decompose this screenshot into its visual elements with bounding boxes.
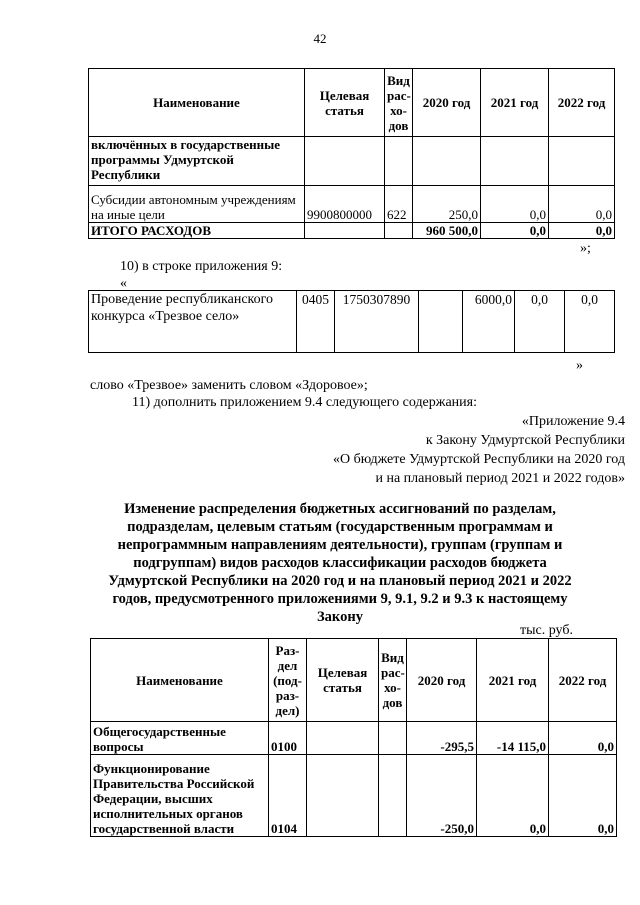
header-2021: 2021 год: [481, 69, 549, 137]
appendix-line: «О бюджете Удмуртской Республики на 2020 год: [332, 452, 625, 467]
row-2021: -14 115,0: [477, 722, 549, 755]
header-2020: 2020 год: [413, 69, 481, 137]
row-article: [307, 755, 379, 837]
row-name: Функционирование Правительства Российской Федерации, высших исполнительных органов государственной власти: [91, 755, 269, 837]
row-section: 0104: [269, 755, 307, 837]
row-2021: 0,0: [481, 186, 549, 223]
total-label: ИТОГО РАСХОДОВ: [89, 223, 305, 239]
title-line: подгруппам) видов расходов классификации расходов бюджета: [133, 555, 547, 571]
row-type: [379, 755, 407, 837]
row-2020: 6000,0: [463, 291, 515, 353]
row-2021: 0,0: [477, 755, 549, 837]
total-2021: 0,0: [481, 223, 549, 239]
header-name: Наименование: [89, 69, 305, 137]
row-2022: 0,0: [549, 722, 617, 755]
page-number: 42: [313, 31, 327, 46]
row-article: [305, 137, 385, 186]
row-name: Проведение республиканского конкурса «Трезвое село»: [89, 291, 297, 353]
row-article: 1750307890: [335, 291, 419, 353]
header-2022: 2022 год: [549, 639, 617, 722]
title-line: Закону: [317, 609, 363, 625]
total-row: [89, 223, 615, 239]
row-2021: 0,0: [515, 291, 565, 353]
row-type: [379, 722, 407, 755]
header-2022: 2022 год: [549, 69, 615, 137]
total-2020: 960 500,0: [413, 223, 481, 239]
header-article: Целевая статья: [307, 639, 379, 722]
header-article: Целевая статья: [305, 69, 385, 137]
header-2021: 2021 год: [477, 639, 549, 722]
row-type: [419, 291, 463, 353]
units-label: тыс. руб.: [520, 623, 573, 638]
budget-allocation-table: [90, 638, 617, 837]
row-2021: [481, 137, 549, 186]
title-line: Изменение распределения бюджетных ассигнований по разделам,: [124, 501, 556, 517]
header-2020: 2020 год: [407, 639, 477, 722]
item-11: 11) дополнить приложением 9.4 следующего содержания:: [132, 395, 477, 410]
table-row: [91, 755, 617, 837]
row-2022: [549, 137, 615, 186]
row-section: 0405: [297, 291, 335, 353]
title-line: Удмуртской Республики на 2020 год и на плановый период 2021 и 2022: [108, 573, 572, 589]
row-2020: 250,0: [413, 186, 481, 223]
header-expense-type: Вид рас-хо-дов: [379, 639, 407, 722]
row-2022: 0,0: [549, 755, 617, 837]
row-2020: -250,0: [407, 755, 477, 837]
row-section: 0100: [269, 722, 307, 755]
header-name: Наименование: [91, 639, 269, 722]
row-article: [307, 722, 379, 755]
row-type: [385, 137, 413, 186]
row-name: Общегосударственные вопросы: [91, 722, 269, 755]
expense-table-1: [88, 68, 615, 239]
closing-quote: »: [576, 358, 583, 373]
row-article: 9900800000: [305, 186, 385, 223]
opening-quote: «: [120, 276, 127, 291]
table-row: [89, 186, 615, 223]
appendix-reference: [333, 412, 625, 488]
row-2020: [413, 137, 481, 186]
row-2022: 0,0: [549, 186, 615, 223]
row-name: включённых в государственные программы Удмуртской Республики: [89, 137, 305, 186]
item-10: 10) в строке приложения 9:: [120, 259, 283, 274]
replace-instruction: слово «Трезвое» заменить словом «Здоровое»;: [90, 378, 368, 393]
row-2022: 0,0: [565, 291, 615, 353]
row-type: 622: [385, 186, 413, 223]
appendix-line: и на плановый период 2021 и 2022 годов»: [375, 471, 625, 486]
total-type: [385, 223, 413, 239]
table-row: [89, 291, 615, 353]
row-2020: -295,5: [407, 722, 477, 755]
appendix-line: к Закону Удмуртской Республики: [425, 433, 625, 448]
total-article: [305, 223, 385, 239]
header-section: Раз-дел (под-раз-дел): [269, 639, 307, 722]
total-2022: 0,0: [549, 223, 615, 239]
closing-quote: »;: [580, 241, 591, 256]
row-name: Субсидии автономным учреждениям на иные цели: [89, 186, 305, 223]
table-row: [89, 137, 615, 186]
title-line: годов, предусмотренного приложениями 9, 9.1, 9.2 и 9.3 к настоящему: [112, 591, 568, 607]
contest-table: [88, 290, 615, 353]
appendix-line: «Приложение 9.4: [521, 414, 625, 429]
header-expense-type: Вид рас-хо-дов: [385, 69, 413, 137]
table-row: [91, 722, 617, 755]
title-line: подразделам, целевым статьям (государственным программам и: [127, 519, 553, 535]
title-line: непрограммным направлениям деятельности), группам (группам и: [117, 537, 563, 553]
document-title: [80, 500, 600, 626]
